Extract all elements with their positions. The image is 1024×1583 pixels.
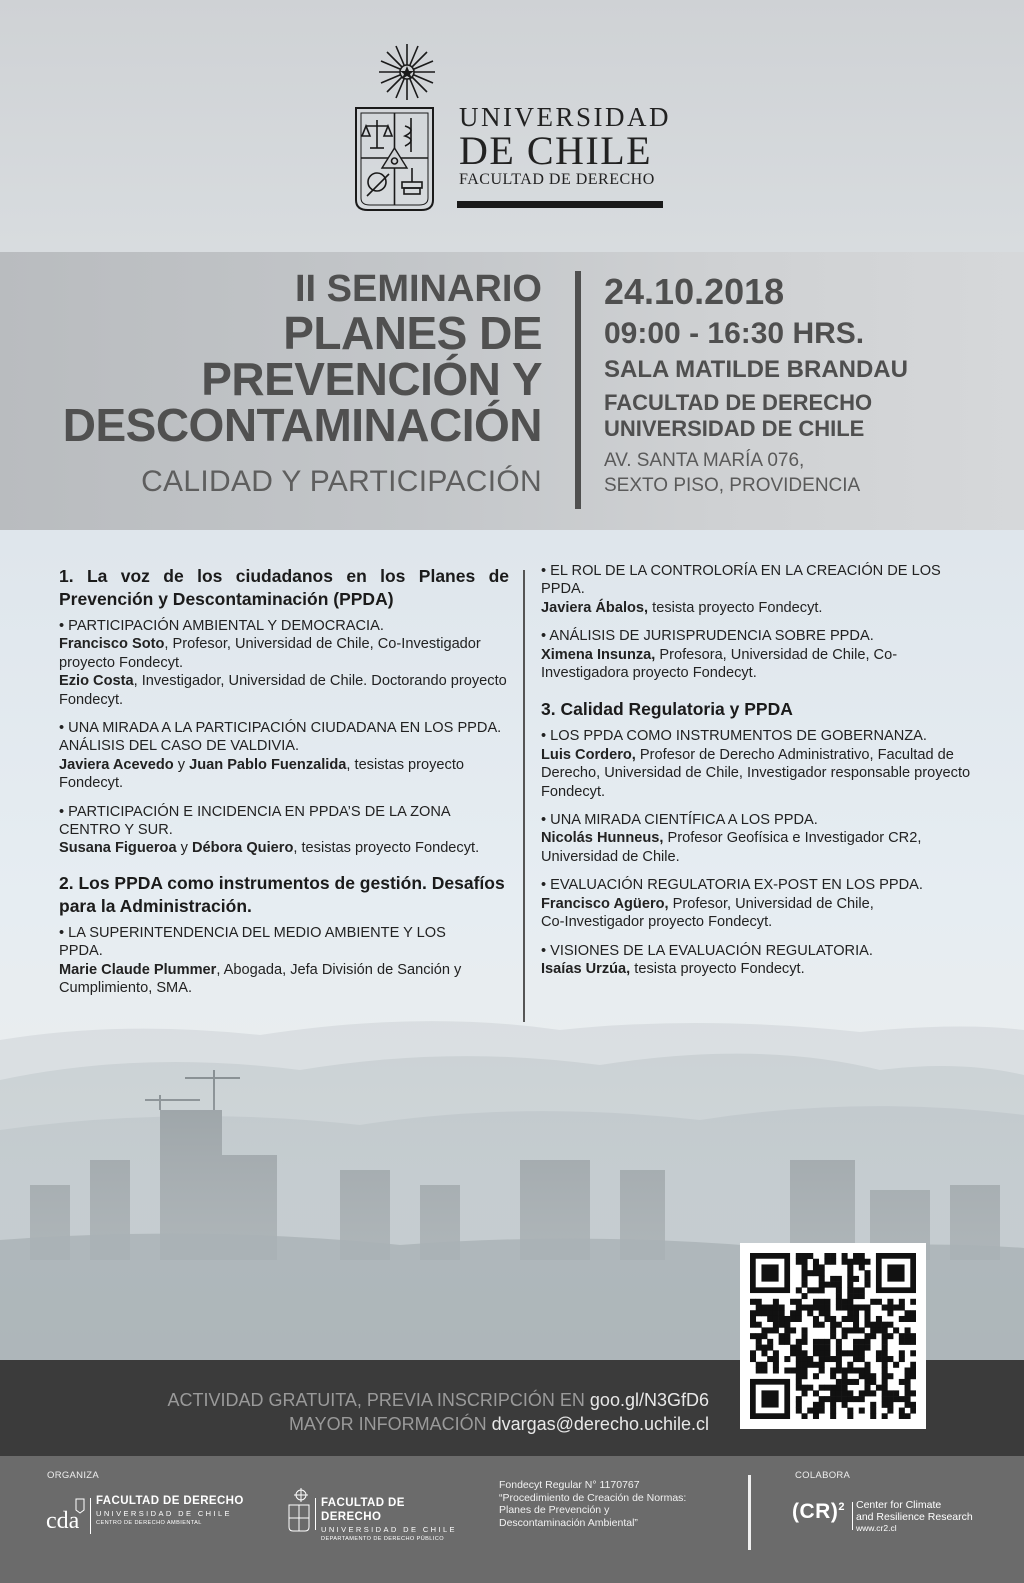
university-shield-small-icon xyxy=(288,1488,310,1532)
program-item xyxy=(59,924,509,998)
item-speaker xyxy=(541,829,981,866)
speaker-name: Ezio Costa xyxy=(59,673,134,690)
event-room: SALA MATILDE BRANDAU xyxy=(604,356,908,383)
qr-code[interactable] xyxy=(740,1243,926,1429)
program-left-column xyxy=(59,565,509,1008)
program-item xyxy=(541,727,981,801)
item-speaker xyxy=(541,599,981,617)
speaker-role: Profesor de Derecho Administrativo, Facultad de Derecho, Universidad de Chile, Investigador responsable proyecto Fondecyt. xyxy=(541,746,971,800)
cda-faculty: FACULTAD DE DERECHO xyxy=(96,1495,244,1507)
speaker-name: Francisco Agüero, xyxy=(541,895,669,912)
title-line-3: PREVENCIÓN Y xyxy=(201,353,542,405)
item-topic: • LOS PPDA COMO INSTRUMENTOS DE GOBERNANZA. xyxy=(541,728,927,745)
program-right-column xyxy=(541,562,981,988)
item-topic: • PARTICIPACIÓN E INCIDENCIA EN PPDA’S DE LA ZONA CENTRO Y SUR. xyxy=(59,803,450,839)
cda-logo xyxy=(46,1495,246,1538)
section-3-title: 3. Calidad Regulatoria y PPDA xyxy=(541,699,793,720)
item-topic: • EVALUACIÓN REGULATORIA EX-POST EN LOS PPDA. xyxy=(541,877,923,894)
item-speaker xyxy=(59,635,509,672)
contact-line xyxy=(168,1412,709,1436)
cda-divider xyxy=(90,1498,91,1534)
ddp-dept: DEPARTAMENTO DE DERECHO PÚBLICO xyxy=(321,1536,444,1542)
event-address-line-1: AV. SANTA MARÍA 076, xyxy=(604,450,805,471)
university-name xyxy=(459,102,671,190)
speaker-role: , tesistas proyecto Fondecyt. xyxy=(59,756,465,792)
title-subtitle: CALIDAD Y PARTICIPACIÓN xyxy=(141,465,542,498)
speaker-joiner: y xyxy=(176,840,192,857)
university-logo xyxy=(355,40,675,215)
fondecyt-line-1: Fondecyt Regular N° 1170767 xyxy=(499,1479,640,1491)
event-details xyxy=(604,270,908,498)
speaker-role: tesista proyecto Fondecyt. xyxy=(648,599,823,616)
speaker-name: Javiera Acevedo xyxy=(59,756,174,773)
registration-line xyxy=(168,1388,709,1412)
contact-text: MAYOR INFORMACIÓN xyxy=(288,1414,492,1434)
speaker-role: , Abogada, Jefa División de Sanción y Cumplimiento, SMA. xyxy=(59,961,462,997)
speaker-name: Isaías Urzúa, xyxy=(541,960,631,977)
footer-divider xyxy=(748,1475,751,1550)
cr2-line-3: www.cr2.cl xyxy=(856,1523,897,1533)
item-speaker xyxy=(59,961,509,998)
fondecyt-line-4: Descontaminación Ambiental” xyxy=(499,1516,638,1529)
university-line-1: UNIVERSIDAD xyxy=(459,102,671,132)
speaker-name: Marie Claude Plummer xyxy=(59,961,217,978)
speaker-role: Profesor, Universidad de Chile, Co-Investigador proyecto Fondecyt. xyxy=(541,895,874,931)
event-address-line-2: SEXTO PISO, PROVIDENCIA xyxy=(604,475,861,496)
registration-info xyxy=(168,1388,709,1436)
item-topic: • LA SUPERINTENDENCIA DEL MEDIO AMBIENTE Y LOS PPDA. xyxy=(59,924,446,960)
university-shield-icon xyxy=(355,40,439,215)
column-divider xyxy=(523,570,525,1022)
cr2-mark xyxy=(792,1500,845,1524)
item-speaker xyxy=(541,746,981,801)
item-topic: • ANÁLISIS DE JURISPRUDENCIA SOBRE PPDA. xyxy=(541,628,874,645)
title-line-4: DESCONTAMINACIÓN xyxy=(62,399,542,451)
item-speaker xyxy=(59,756,509,793)
speaker-name: Luis Cordero, xyxy=(541,746,636,763)
program-item xyxy=(541,942,981,979)
section-1-title: 1. La voz de los ciudadanos en los Planes de Prevención y Descontaminación (PPDA) xyxy=(59,566,509,609)
speaker-name: Débora Quiero xyxy=(192,840,294,857)
event-faculty-2: UNIVERSIDAD DE CHILE xyxy=(604,416,865,441)
program-item xyxy=(541,562,981,617)
event-time: 09:00 - 16:30 HRS. xyxy=(604,317,865,350)
item-topic: • EL ROL DE LA CONTROLORÍA EN LA CREACIÓN DE LOS PPDA. xyxy=(541,563,941,598)
cr2-mark-text: (CR) xyxy=(792,1500,839,1523)
program-item xyxy=(59,617,509,709)
cda-dept: CENTRO DE DERECHO AMBIENTAL xyxy=(96,1520,202,1526)
title-divider xyxy=(575,271,581,509)
cda-university: UNIVERSIDAD DE CHILE xyxy=(96,1509,232,1518)
speaker-name: Susana Figueroa xyxy=(59,840,177,857)
university-underline xyxy=(457,201,663,208)
cr2-line-2: and Resilience Research xyxy=(856,1510,973,1523)
program-item xyxy=(541,811,981,866)
ddp-text xyxy=(321,1496,468,1544)
item-speaker xyxy=(541,960,981,978)
speaker-role: Profesor Geofísica e Investigador CR2, Universidad de Chile. xyxy=(541,830,922,865)
fondecyt-info xyxy=(499,1479,729,1529)
section-2-title: 2. Los PPDA como instrumentos de gestión. Desafíos para la Administración. xyxy=(59,872,505,916)
program-item xyxy=(541,876,981,931)
cda-mark: cda xyxy=(46,1508,80,1534)
seminar-title xyxy=(63,268,542,502)
item-speaker xyxy=(59,839,509,857)
speaker-name: Nicolás Hunneus, xyxy=(541,830,664,847)
cr2-divider xyxy=(852,1502,853,1530)
speaker-role: tesista proyecto Fondecyt. xyxy=(630,960,805,977)
item-topic: • VISIONES DE LA EVALUACIÓN REGULATORIA. xyxy=(541,942,873,959)
speaker-name: Juan Pablo Fuenzalida xyxy=(189,756,347,773)
speaker-name: Francisco Soto xyxy=(59,636,165,653)
cda-text xyxy=(96,1494,244,1528)
item-speaker xyxy=(59,672,509,709)
speaker-name: Ximena Insunza, xyxy=(541,646,656,663)
speaker-role: , Profesor, Universidad de Chile, Co-Investigador proyecto Fondecyt. xyxy=(59,636,481,671)
speaker-role: , Investigador, Universidad de Chile. Doctorando proyecto Fondecyt. xyxy=(59,673,507,708)
ddp-university: UNIVERSIDAD DE CHILE xyxy=(321,1525,457,1534)
event-address xyxy=(604,448,908,498)
registration-link[interactable]: goo.gl/N3GfD6 xyxy=(589,1390,709,1410)
cr2-text xyxy=(856,1500,973,1535)
ddp-divider xyxy=(315,1498,316,1530)
ddp-logo xyxy=(288,1488,468,1542)
cda-shield-icon xyxy=(75,1498,85,1514)
speaker-name: Javiera Ábalos, xyxy=(541,599,649,616)
university-line-2: DE CHILE xyxy=(459,128,653,173)
cr2-mark-sup: 2 xyxy=(838,1501,845,1513)
registration-text: ACTIVIDAD GRATUITA, PREVIA INSCRIPCIÓN EN xyxy=(167,1390,590,1410)
university-line-3: FACULTAD DE DERECHO xyxy=(459,171,655,188)
fondecyt-line-3: Planes de Prevención y xyxy=(499,1504,610,1516)
organiza-label: ORGANIZA xyxy=(47,1470,100,1481)
cr2-line-1: Center for Climate xyxy=(856,1499,942,1511)
program-item xyxy=(541,627,981,682)
speaker-joiner: y xyxy=(173,756,190,773)
title-line-2: PLANES DE xyxy=(283,307,542,359)
speaker-role: , tesistas proyecto Fondecyt. xyxy=(293,840,480,857)
item-topic: • PARTICIPACIÓN AMBIENTAL Y DEMOCRACIA. xyxy=(59,618,384,634)
colabora-label: COLABORA xyxy=(795,1470,851,1481)
event-faculty-1: FACULTAD DE DERECHO xyxy=(604,390,873,415)
cr2-logo xyxy=(792,1500,982,1532)
program-item xyxy=(59,803,509,858)
ddp-faculty: FACULTAD DE DERECHO xyxy=(321,1497,405,1523)
fondecyt-line-2: “Procedimiento de Creación de Normas: xyxy=(499,1491,687,1504)
program-item xyxy=(59,719,509,793)
qr-code-icon xyxy=(750,1253,916,1419)
item-speaker xyxy=(541,646,901,683)
speaker-role: Profesora, Universidad de Chile, Co-Investigadora proyecto Fondecyt. xyxy=(541,646,898,682)
event-date: 24.10.2018 xyxy=(604,271,785,312)
item-topic: • UNA MIRADA CIENTÍFICA A LOS PPDA. xyxy=(541,812,818,829)
title-line-1: II SEMINARIO xyxy=(294,268,542,310)
item-topic: • UNA MIRADA A LA PARTICIPACIÓN CIUDADANA EN LOS PPDA. ANÁLISIS DEL CASO DE VALDIVIA. xyxy=(59,720,502,755)
item-speaker xyxy=(541,895,901,932)
contact-email-link[interactable]: dvargas@derecho.uchile.cl xyxy=(491,1414,709,1434)
